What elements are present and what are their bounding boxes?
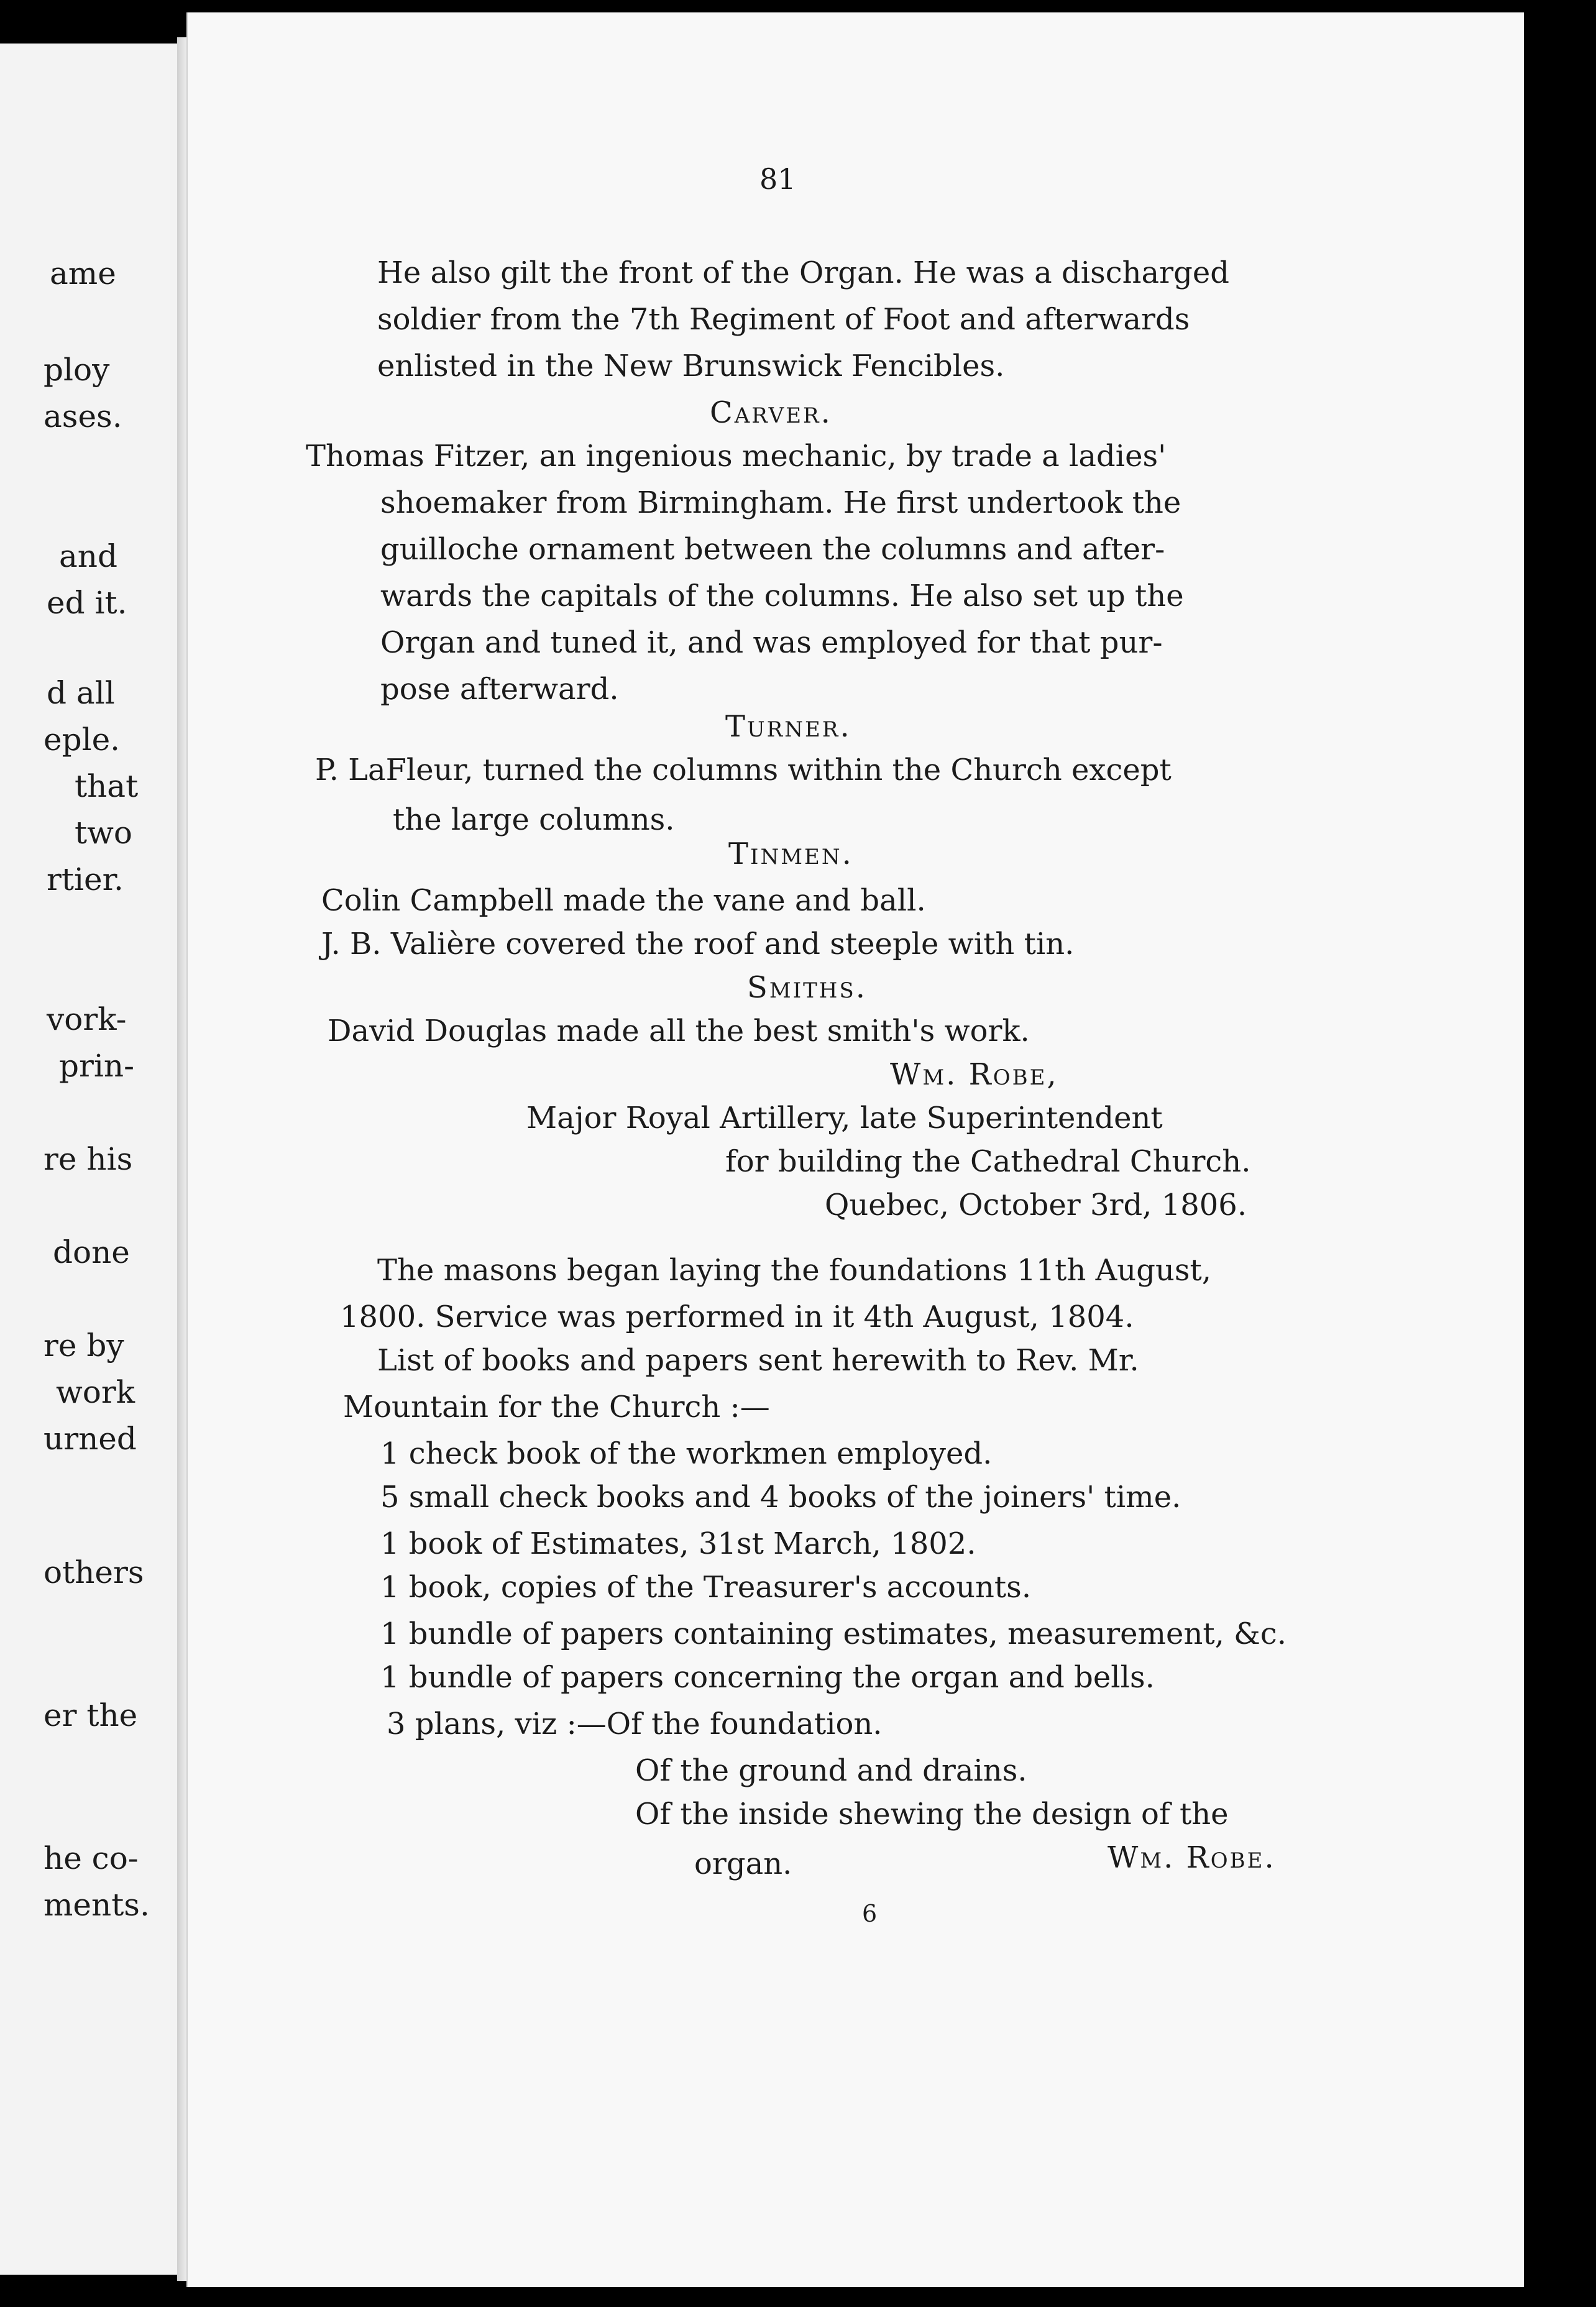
signature-mark: 6 <box>862 1900 878 1927</box>
right-page <box>186 12 1524 2287</box>
signature-name: Wm. Robe, <box>890 1057 1058 1092</box>
section-heading-carver: Carver. <box>710 395 832 430</box>
text-line: He also gilt the front of the Organ. He was a discharged <box>377 255 1229 290</box>
text-line: The masons began laying the foundations 11th August, <box>377 1253 1212 1288</box>
text-line: enlisted in the New Brunswick Fencibles. <box>377 349 1005 383</box>
list-subitem: Of the inside shewing the design of the <box>635 1797 1229 1832</box>
list-item: 1 bundle of papers concerning the organ and bells. <box>380 1660 1155 1695</box>
left-fragment: er the <box>44 1697 138 1733</box>
left-fragment: work <box>56 1374 135 1410</box>
section-heading-tinmen: Tinmen. <box>728 837 853 871</box>
section-heading-smiths: Smiths. <box>747 970 868 1005</box>
text-line: pose afterward. <box>380 672 619 707</box>
signature-date: Quebec, October 3rd, 1806. <box>825 1188 1247 1222</box>
left-fragment: others <box>44 1554 144 1590</box>
text-line: List of books and papers sent herewith to Rev. Mr. <box>377 1343 1139 1378</box>
closing-signature: Wm. Robe. <box>1108 1840 1276 1875</box>
section-heading-turner: Turner. <box>725 709 851 744</box>
list-item: 1 book, copies of the Treasurer's accounts. <box>380 1570 1032 1605</box>
text-line: P. LaFleur, turned the columns within the Church except <box>315 753 1172 787</box>
list-item: 1 bundle of papers containing estimates, measurement, &c. <box>380 1617 1287 1651</box>
text-line: Thomas Fitzer, an ingenious mechanic, by trade a ladies' <box>306 439 1167 474</box>
text-line: the large columns. <box>393 802 675 837</box>
signature-title: Major Royal Artillery, late Superintendent <box>526 1101 1163 1135</box>
left-fragment: re his <box>44 1141 133 1177</box>
left-fragment: rtier. <box>47 861 124 897</box>
list-item: 1 book of Estimates, 31st March, 1802. <box>380 1526 976 1561</box>
list-subitem: organ. <box>694 1846 792 1881</box>
left-fragment: prin- <box>59 1048 134 1084</box>
left-fragment: re by <box>44 1328 124 1364</box>
list-item: 5 small check books and 4 books of the joiners' time. <box>380 1480 1181 1515</box>
left-fragment: vork- <box>47 1001 127 1037</box>
left-fragment: ed it. <box>47 585 127 621</box>
left-fragment: eple. <box>44 722 121 758</box>
left-fragment: and <box>59 538 118 574</box>
left-fragment: two <box>75 815 132 851</box>
left-fragment: ments. <box>44 1887 150 1923</box>
list-item: 1 check book of the workmen employed. <box>380 1436 993 1471</box>
text-line: 1800. Service was performed in it 4th August, 1804. <box>340 1300 1134 1334</box>
page-number: 81 <box>759 162 796 196</box>
text-line: guilloche ornament between the columns and after- <box>380 532 1165 567</box>
left-fragment: he co- <box>44 1840 139 1876</box>
text-line: shoemaker from Birmingham. He first undertook the <box>380 485 1181 520</box>
left-fragment: ases. <box>44 398 122 434</box>
text-line: wards the capitals of the columns. He also set up the <box>380 579 1184 613</box>
left-fragment: ame <box>50 255 116 291</box>
book-gutter <box>177 37 186 2281</box>
list-subitem: Of the ground and drains. <box>635 1753 1027 1788</box>
text-line: soldier from the 7th Regiment of Foot and afterwards <box>377 302 1190 337</box>
left-fragment: urned <box>44 1421 137 1457</box>
left-fragment: that <box>75 768 139 804</box>
text-line: David Douglas made all the best smith's work. <box>328 1014 1030 1048</box>
text-line: Colin Campbell made the vane and ball. <box>321 883 926 918</box>
left-fragment: ploy <box>44 352 110 388</box>
signature-title: for building the Cathedral Church. <box>725 1144 1251 1179</box>
text-line: Mountain for the Church :— <box>343 1390 770 1424</box>
list-item: 3 plans, viz :—Of the foundation. <box>387 1707 883 1741</box>
left-fragment: done <box>53 1234 130 1270</box>
text-line: J. B. Valière covered the roof and steeple with tin. <box>321 927 1075 961</box>
left-fragment: d all <box>47 675 115 711</box>
left-page-fragment <box>0 44 177 2275</box>
text-line: Organ and tuned it, and was employed for that pur- <box>380 625 1163 660</box>
